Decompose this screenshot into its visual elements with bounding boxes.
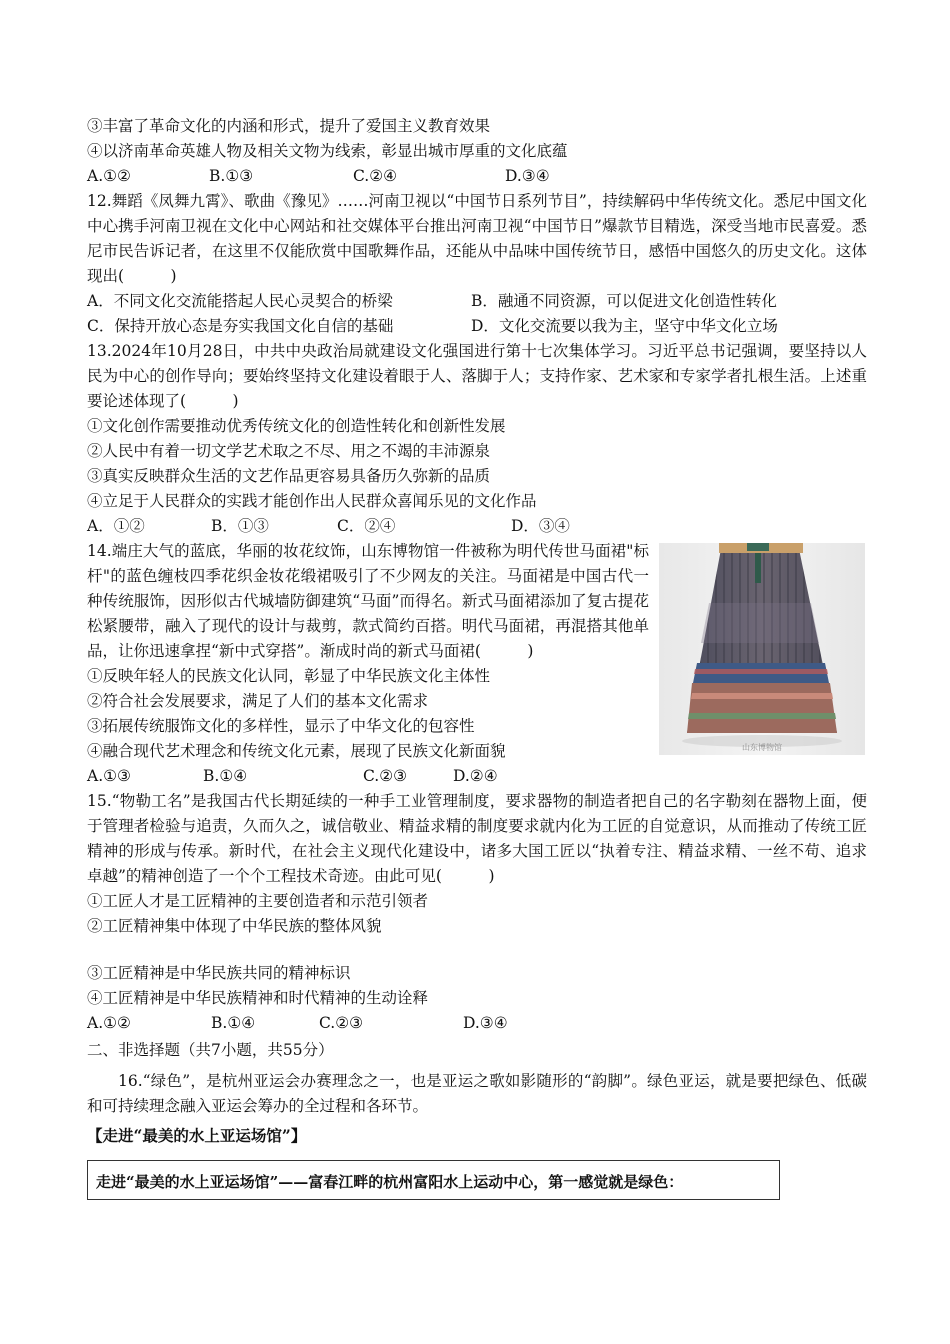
q12-stem: 12.舞蹈《凤舞九霄》、歌曲《豫见》……河南卫视以“中国节日系列节目”，持续解码中华传统文化。悉尼中国文化中心携手河南卫视在文化中心网站和社交媒体平台推出河南卫视“中国节日”爆款节目精选，深受当地市民喜爱。悉尼市民告诉记者，在这里不仅能欣赏中国歌舞作品，还能从中品味中国传统节日，感悟中国悠久的历史文化。这体现出( ) [87, 192, 867, 285]
q14-option-a[interactable]: A.①③ [87, 767, 131, 785]
q15-options [87, 1011, 867, 1036]
q13-option-a[interactable]: A．①② [87, 517, 145, 535]
q15-option-a[interactable]: A.①② [87, 1014, 131, 1032]
q16-material-text: 走进“最美的水上亚运场馆”——富春江畔的杭州富阳水上运动中心，第一感觉就是绿色： [96, 1173, 684, 1191]
section-2-heading: 二、非选择题（共7小题，共55分） [87, 1041, 334, 1059]
q14-statement-2: ②符合社会发展要求，满足了人们的基本文化需求 [87, 692, 429, 710]
q14-options [87, 764, 867, 789]
q11-statement-4: ④以济南革命英雄人物及相关文物为线索，彰显出城市厚重的文化底蕴 [87, 142, 568, 160]
q11-statement-3: ③丰富了革命文化的内涵和形式，提升了爱国主义教育效果 [87, 117, 491, 135]
q15-option-d[interactable]: D.③④ [463, 1014, 508, 1032]
q15-statement-1: ①工匠人才是工匠精神的主要创造者和示范引领者 [87, 892, 429, 910]
q14-option-d[interactable]: D.②④ [453, 767, 498, 785]
q11-options [87, 164, 867, 189]
mamian-skirt-image [659, 543, 865, 755]
q14-option-c[interactable]: C.②③ [363, 767, 408, 785]
q15-stem: 15.“物勒工名”是我国古代长期延续的一种手工业管理制度，要求器物的制造者把自己的名字勒刻在器物上面，便于管理者检验与追责，久而久之，诚信敬业、精益求精的制度要求就内化为工匠的自觉意识，从而推动了传统工匠精神的形成与传承。新时代，在社会主义现代化建设中，诸多大国工匠以“执着专注、精益求精、一丝不苟、追求卓越”的精神创造了一个个工程技术奇迹。由此可见( ) [87, 792, 867, 885]
q12-option-a[interactable]: A．不同文化交流能搭起人民心灵契合的桥梁 [87, 292, 393, 310]
q15-statement-2: ②工匠精神集中体现了中华民族的整体风貌 [87, 917, 382, 935]
q15-option-c[interactable]: C.②③ [319, 1014, 364, 1032]
q12-options-row2 [87, 314, 867, 339]
q13-options [87, 514, 867, 539]
q16-stem: 16.“绿色”，是杭州亚运会办赛理念之一，也是亚运之歌如影随形的“韵脚”。绿色亚运，就是要把绿色、低碳和可持续理念融入亚运会筹办的全过程和各环节。 [87, 1072, 867, 1115]
q14-block [87, 539, 867, 789]
q12-option-d[interactable]: D．文化交流要以我为主，坚守中华文化立场 [471, 317, 778, 335]
q14-option-b[interactable]: B.①④ [203, 767, 248, 785]
q13-statement-2: ②人民中有着一切文学艺术取之不尽、用之不竭的丰沛源泉 [87, 442, 491, 460]
q12-options-row1 [87, 289, 867, 314]
q11-option-b[interactable]: B.①③ [209, 167, 254, 185]
q13-option-c[interactable]: C．②④ [337, 517, 396, 535]
q16-material-title: 【走进“最美的水上亚运场馆”】 [87, 1126, 307, 1145]
q14-statement-1: ①反映年轻人的民族文化认同，彰显了中华民族文化主体性 [87, 667, 491, 685]
q14-statement-4: ④融合现代艺术理念和传统文化元素，展现了民族文化新面貌 [87, 742, 506, 760]
q13-option-b[interactable]: B．①③ [211, 517, 269, 535]
q13-statement-3: ③真实反映群众生活的文艺作品更容易具备历久弥新的品质 [87, 467, 491, 485]
q14-stem: 14.端庄大气的蓝底，华丽的妆花纹饰，山东博物馆一件被称为明代传世马面裙"标杆"的蓝色缠枝四季花织金妆花缎裙吸引了不少网友的关注。马面裙是中国古代一种传统服饰，因形似古代城墙防御建筑“马面”而得名。新式马面裙添加了复古提花松紧腰带，融入了现代的设计与裁剪，款式简约百搭。明代马面裙，再混搭其他单品，让你迅速拿捏“新中式穿搭”。渐成时尚的新式马面裙( ) [87, 542, 649, 660]
q16-material-box [87, 1160, 780, 1200]
q11-option-c[interactable]: C.②④ [353, 167, 398, 185]
q13-stem: 13.2024年10月28日，中共中央政治局就建设文化强国进行第十七次集体学习。习近平总书记强调，要坚持以人民为中心的创作导向；要始终坚持文化建设着眼于人、落脚于人；支持作家、艺术家和专家学者扎根生活。上述重要论述体现了( ) [87, 342, 867, 410]
q14-statement-3: ③拓展传统服饰文化的多样性，显示了中华文化的包容性 [87, 717, 475, 735]
q13-statement-1: ①文化创作需要推动优秀传统文化的创造性转化和创新性发展 [87, 417, 506, 435]
q13-option-d[interactable]: D．③④ [511, 517, 570, 535]
q11-option-d[interactable]: D.③④ [505, 167, 550, 185]
q15-statement-3: ③工匠精神是中华民族共同的精神标识 [87, 964, 351, 982]
q13-statement-4: ④立足于人民群众的实践才能创作出人民群众喜闻乐见的文化作品 [87, 492, 537, 510]
q15-option-b[interactable]: B.①④ [211, 1014, 256, 1032]
exam-page [87, 114, 867, 1200]
q11-option-a[interactable]: A.①② [87, 167, 131, 185]
q12-option-b[interactable]: B．融通不同资源，可以促进文化创造性转化 [471, 292, 777, 310]
q12-option-c[interactable]: C．保持开放心态是夯实我国文化自信的基础 [87, 317, 394, 335]
q15-statement-4: ④工匠精神是中华民族精神和时代精神的生动诠释 [87, 989, 429, 1007]
image-watermark: 山东博物馆 [742, 743, 782, 752]
